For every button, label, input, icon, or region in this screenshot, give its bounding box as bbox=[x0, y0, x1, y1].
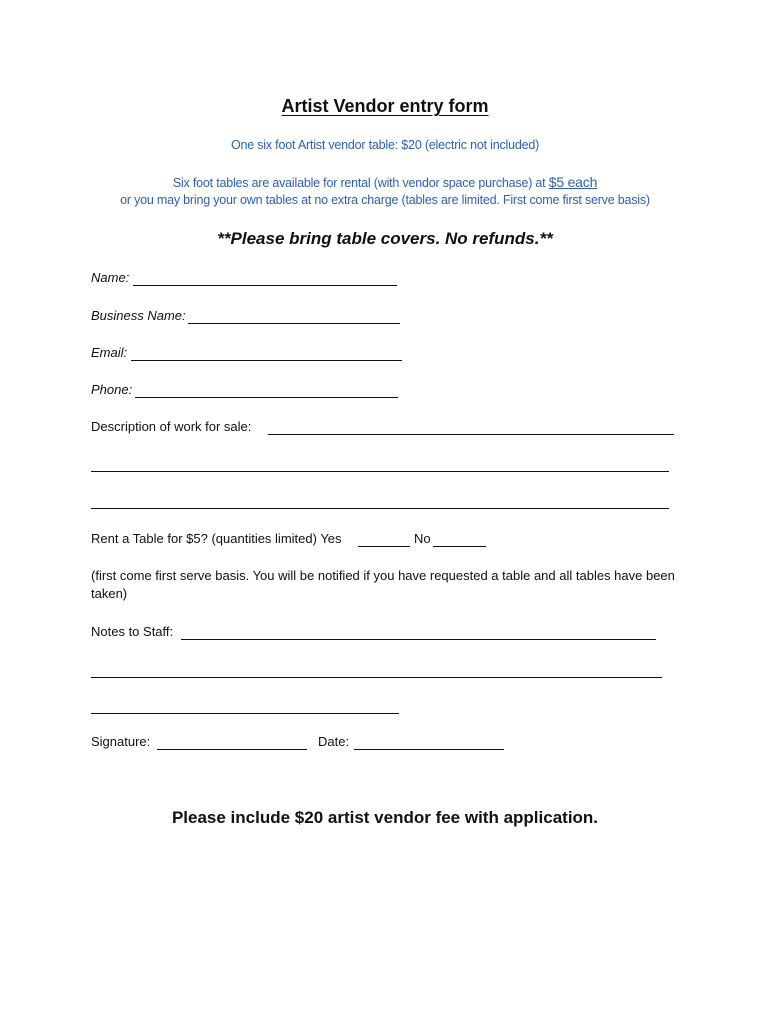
email-field-line[interactable] bbox=[131, 360, 402, 361]
description-field-line-2[interactable] bbox=[91, 471, 669, 472]
business-name-field-line[interactable] bbox=[188, 323, 400, 324]
rent-no-field-line[interactable] bbox=[433, 546, 486, 547]
notes-field-line-1[interactable] bbox=[181, 639, 656, 640]
form-title: Artist Vendor entry form bbox=[281, 96, 489, 116]
email-label: Email: bbox=[91, 345, 128, 360]
rent-no-label: No bbox=[414, 531, 431, 546]
table-covers-note: **Please bring table covers. No refunds.** bbox=[217, 229, 553, 248]
notes-field-line-2[interactable] bbox=[91, 677, 662, 678]
date-field-line[interactable] bbox=[354, 749, 504, 750]
description-label: Description of work for sale: bbox=[91, 419, 252, 434]
description-field-line-1[interactable] bbox=[268, 434, 674, 435]
rental-line bbox=[0, 174, 770, 190]
price-line: One six foot Artist vendor table: $20 (electric not included) bbox=[230, 138, 540, 152]
fee-footer-note: Please include $20 artist vendor fee with application. bbox=[171, 808, 599, 827]
date-label: Date: bbox=[318, 734, 350, 749]
name-field-line[interactable] bbox=[133, 285, 397, 286]
notes-field-line-3[interactable] bbox=[91, 713, 399, 714]
signature-field-line[interactable] bbox=[157, 749, 307, 750]
rental-line-text: Six foot tables are available for rental (with vendor space purchase) at bbox=[172, 176, 549, 190]
rent-table-label: Rent a Table for $5? (quantities limited) Yes bbox=[91, 531, 342, 546]
notes-label: Notes to Staff: bbox=[91, 624, 174, 639]
name-label: Name: bbox=[91, 270, 130, 285]
signature-label: Signature: bbox=[91, 734, 151, 749]
rental-price-link[interactable]: $5 each bbox=[548, 174, 598, 190]
rent-yes-field-line[interactable] bbox=[358, 546, 410, 547]
phone-field-line[interactable] bbox=[135, 397, 398, 398]
phone-label: Phone: bbox=[91, 382, 133, 397]
business-name-label: Business Name: bbox=[91, 308, 186, 323]
first-come-note: (first come first serve basis. You will be notified if you have requested a table and all tables have been taken) bbox=[91, 568, 675, 601]
description-field-line-3[interactable] bbox=[91, 508, 669, 509]
extra-line: or you may bring your own tables at no extra charge (tables are limited. First come first serve basis) bbox=[120, 193, 650, 207]
